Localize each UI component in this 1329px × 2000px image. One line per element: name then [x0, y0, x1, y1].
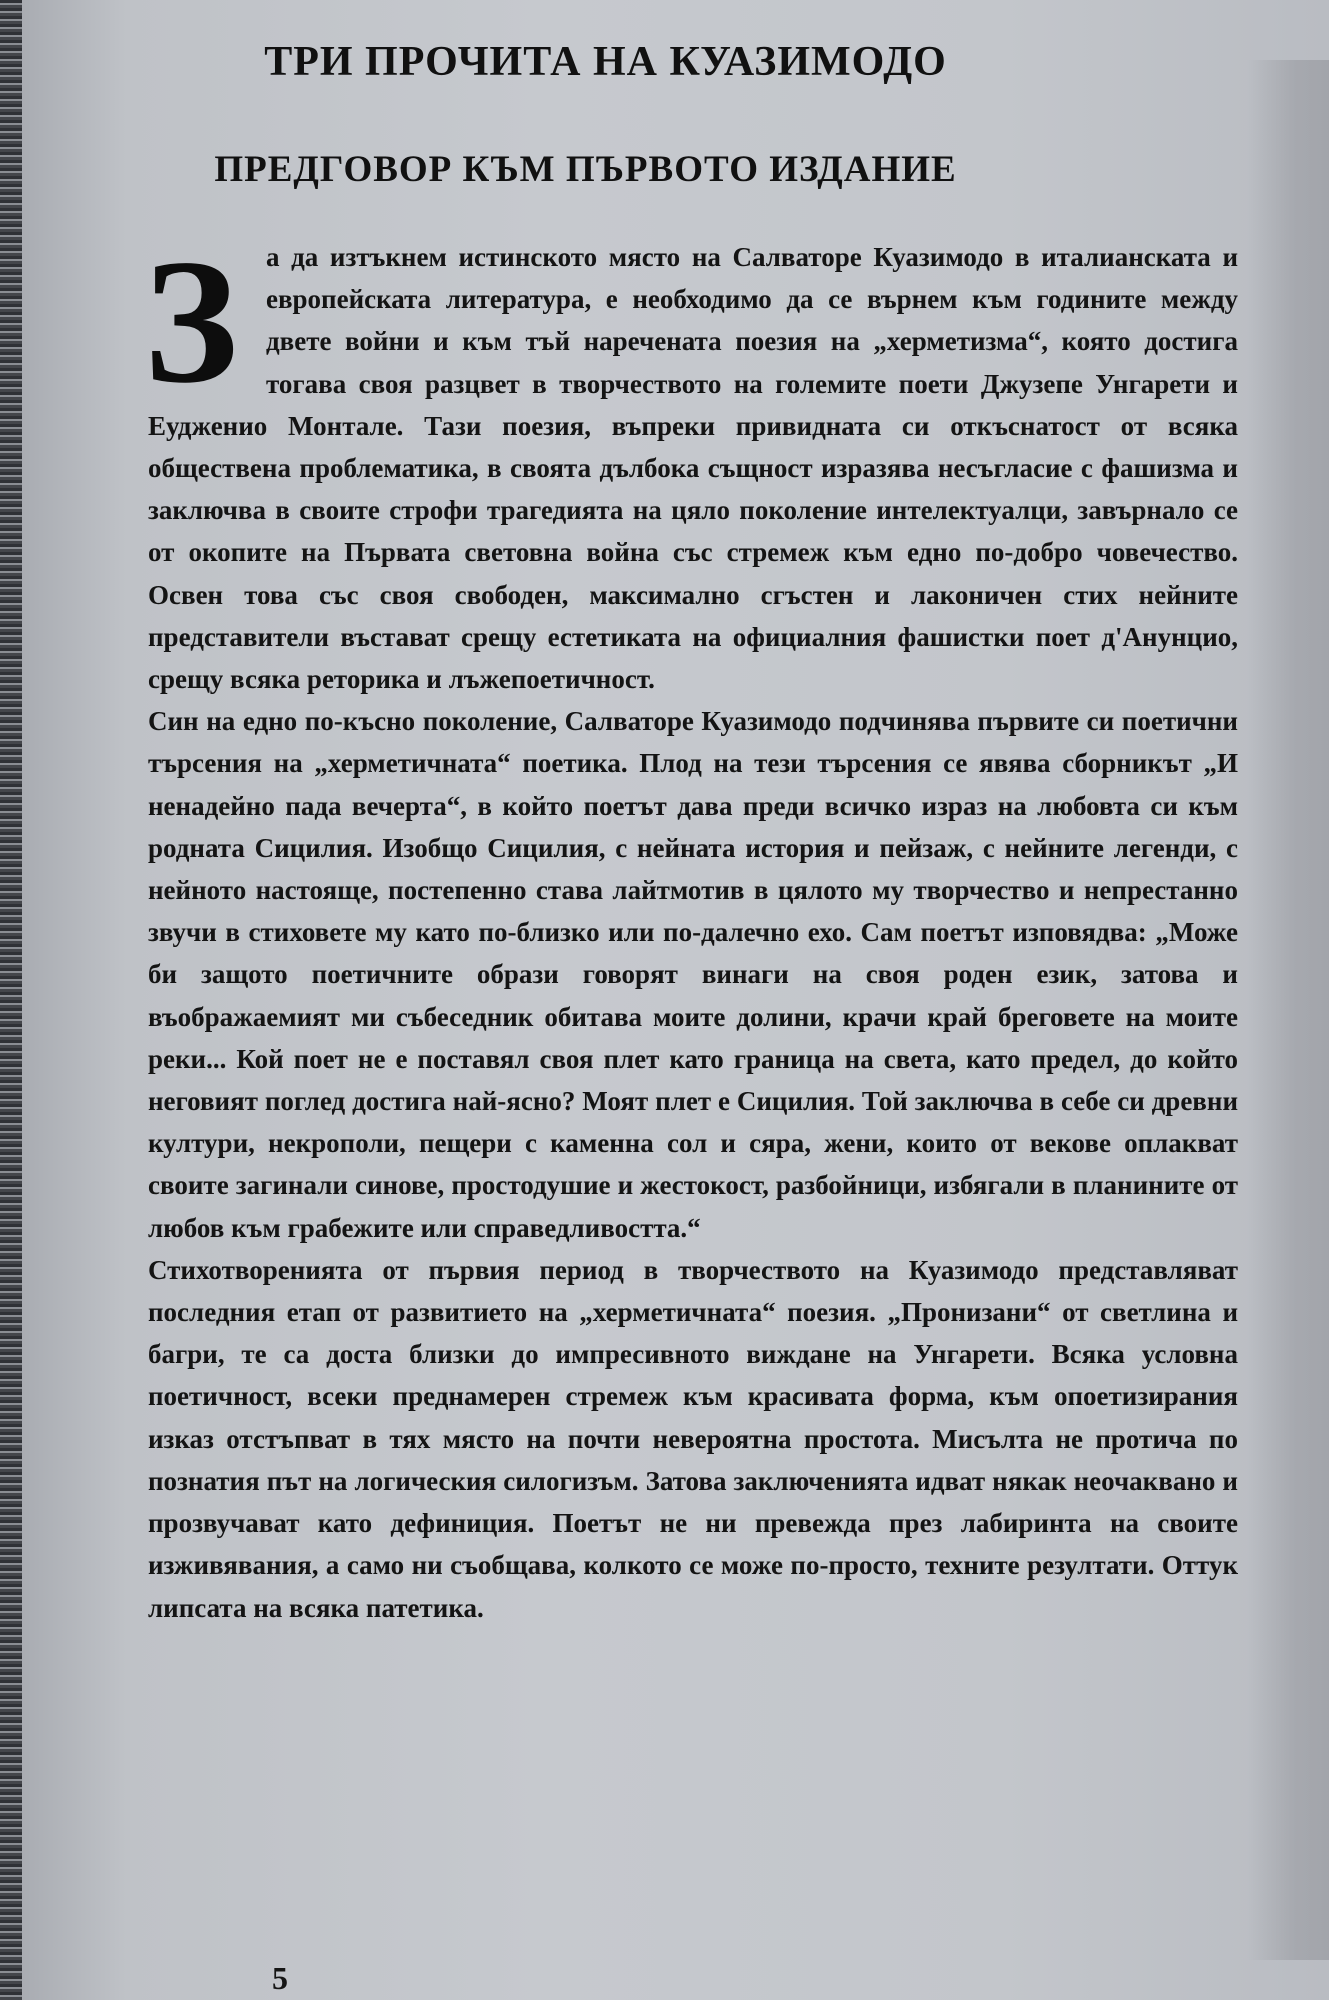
paragraph-3: Стихотворенията от първия период в творчеството на Куазимодо представляват последния етап от развитието на „херметичната“ поезия. „Пронизани“ от светлина и багри, те са доста близки до импресивното виждане на Унгарети. Всяка условна поетичност, всеки преднамерен стремеж към красивата форма, към опоетизирания изказ отстъпват в тях място на почти невероятна простота. Мисълта не протича по познатия път на логическия силогизъм. Затова заключенията идват някак неочаквано и прозвучават като дефиниция. Поетът не ни превежда през лабиринта на своите изживявания, а само ни съобщава, колкото се може по-просто, техните резултати. Оттук липсата на всяка патетика.: [148, 1254, 1238, 1623]
body-text: [144, 222, 1238, 1629]
paragraph-1-text: а да изтъкнем истинското място на Салваторе Куазимодо в италианската и европейската литература, е необходимо да се върнем към годините между двете войни и към тъй наречената поезия на „херметизма“, която достига тогава своя разцвет в творчеството на големите поети Джузепе Унгарети и Еудженио Монтале. Тази поезия, въпреки привидната си откъснатост от всяка обществена проблематика, в своята дълбока същност изразява несъгласие с фашизма и заключва в своите строфи трагедията на цяло поколение интелектуалци, завърнало се от окопите на Първата световна война със стремеж към едно по-добро човечество. Освен това със своя свободен, максимално сгъстен и лаконичен стих нейните представители въстават срещу естетиката на официалния фашистки поет д'Анунцио, срещу всяка реторика и лъжепоетичност.: [148, 242, 1238, 695]
page-title: ТРИ ПРОЧИТА НА КУАЗИМОДО: [264, 39, 947, 85]
paragraph-2: Син на едно по-късно поколение, Салваторе Куазимодо подчинява първите си поетични търсения на „херметичната“ поетика. Плод на тези търсения се явява сборникът „И ненадейно пада вечерта“, в който поетът дава преди всичко израз на любовта си към родната Сицилия. Изобщо Сицилия, с нейната история и пейзаж, с нейните легенди, с нейното настояще, постепенно става лайтмотив в цялото му творчество и непрестанно звучи в стиховете му като по-близко или по-далечно ехо. Сам поетът изповядва: „Може би защото поетичните образи говорят винаги на своя роден език, затова и въображаемият ми събеседник обитава моите долини, крачи край бреговете на моите реки... Кой поет не е поставял своя плет като граница на света, като предел, до който неговият поглед достига най-ясно? Моят плет е Сицилия. Той заключва в себе си древни култури, некрополи, пещери с каменна сол и сяра, жени, които от векове оплакват своите загинали синове, простодушие и жестокост, разбойници, избягали в планините от любов към грабежите или справедливостта.“: [148, 706, 1238, 1243]
drop-cap-letter: З: [144, 222, 238, 420]
section-title: ПРЕДГОВОР КЪМ ПЪРВОТО ИЗДАНИЕ: [214, 149, 957, 190]
facing-page-shadow: [1247, 60, 1329, 1960]
book-binding-edge: [0, 0, 22, 2000]
book-page: [22, 0, 1329, 2000]
page-number: 5: [272, 1960, 288, 1996]
paragraph-1: [144, 222, 1238, 700]
